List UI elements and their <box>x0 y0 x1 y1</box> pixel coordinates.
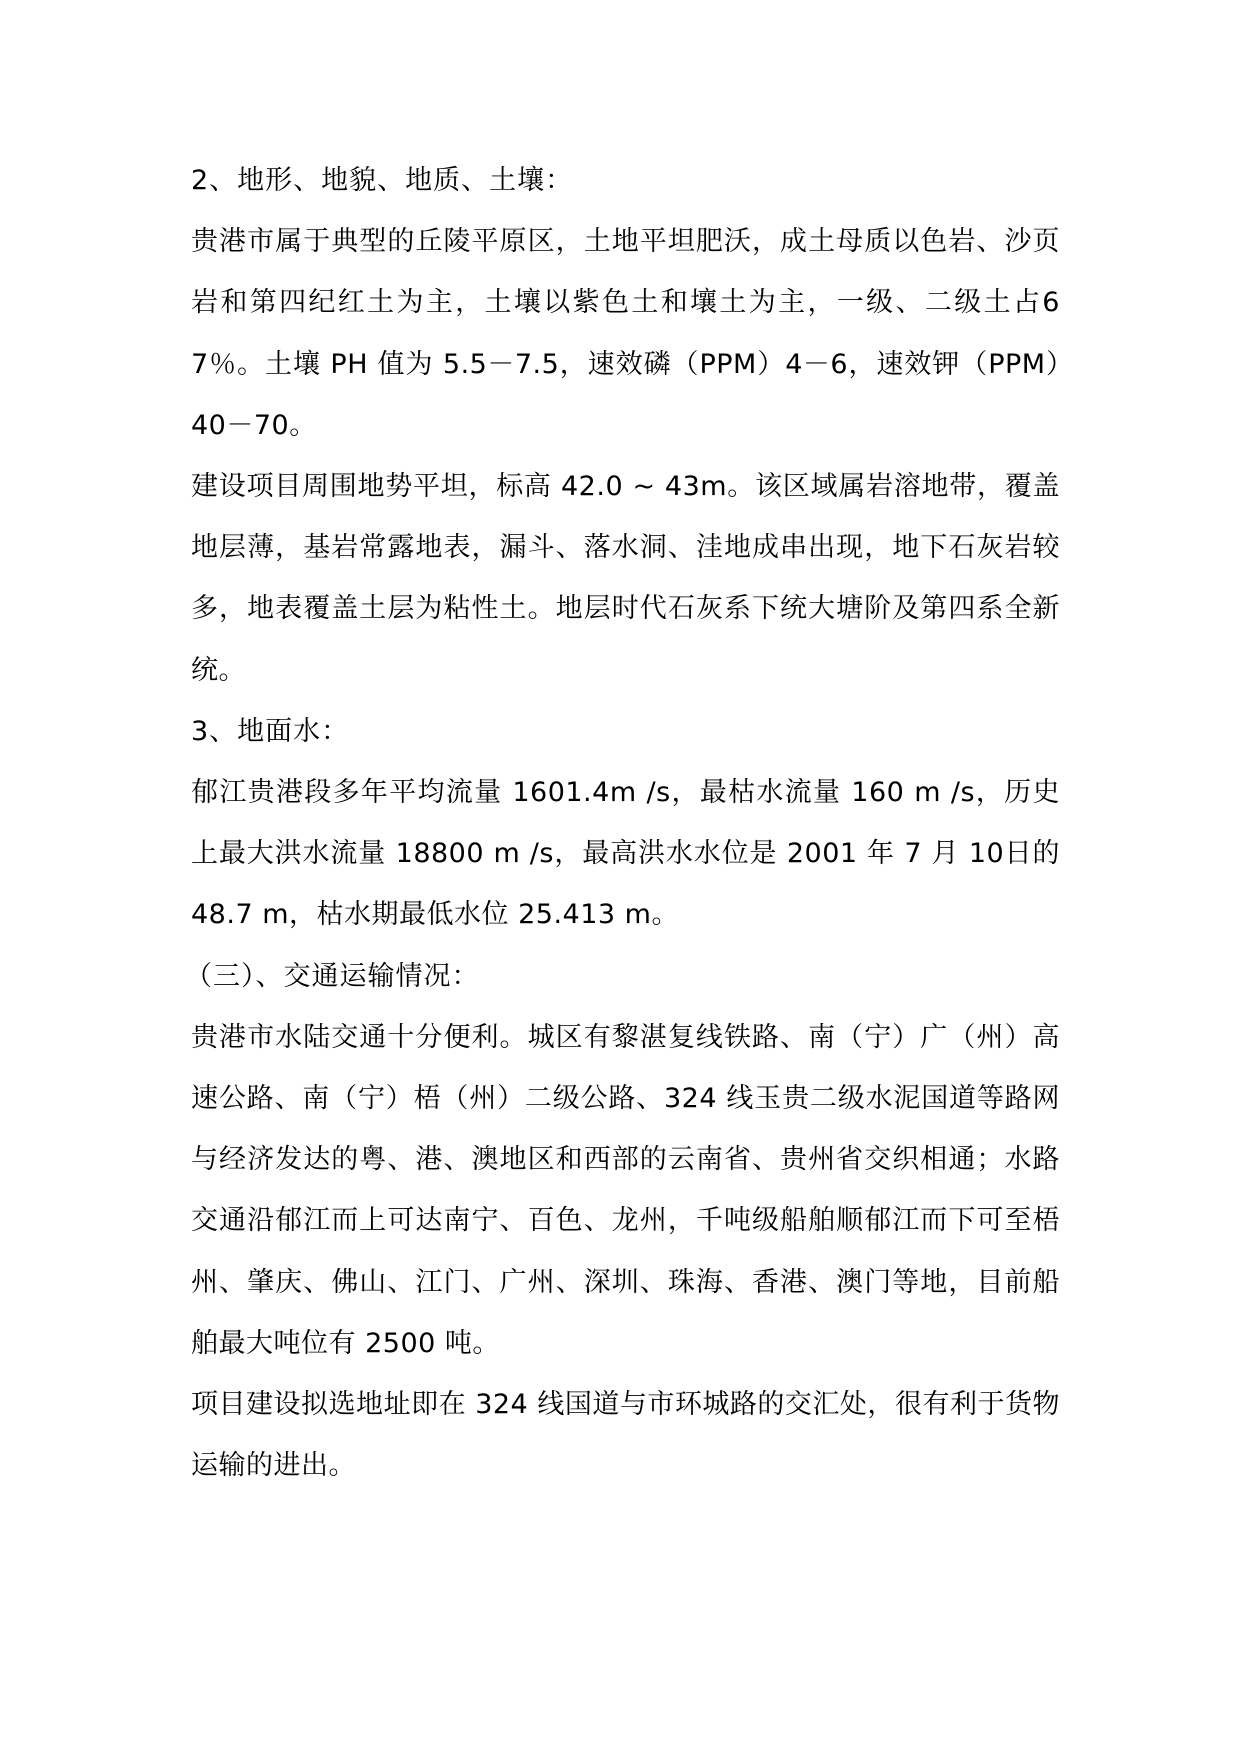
paragraph-soil: 贵港市属于典型的丘陵平原区，土地平坦肥沃，成土母质以色岩、沙页岩和第四纪红土为主，土壤以紫色土和壤土为主，一级、二级土占67％。土壤 PH 值为 5.5－7.5，速效磷（PPM）4－6，速效钾（PPM）40－70。 <box>191 226 1060 441</box>
section-heading-transport: （三）、交通运输情况： <box>185 960 480 992</box>
paragraph-site-location: 项目建设拟选地址即在 324 线国道与市环城路的交汇处，很有利于货物运输的进出。 <box>191 1389 1060 1482</box>
paragraph-river-flow: 郁江贵港段多年平均流量 1601.4m /s，最枯水流量 160 m /s，历史上最大洪水流量 18800 m /s，最高洪水水位是 2001 年 7 月 10日的 48.7 m，枯水期最低水位 25.413 m。 <box>191 777 1060 931</box>
document-body <box>185 150 1060 1496</box>
paragraph-transport-network: 贵港市水陆交通十分便利。城区有黎湛复线铁路、南（宁）广（州）高速公路、南（宁）梧（州）二级公路、324 线玉贵二级水泥国道等路网与经济发达的粤、港、澳地区和西部的云南省、贵州省交织相通；水路交通沿郁江而上可达南宁、百色、龙州，千吨级船舶顺郁江而下可至梧州、肇庆、佛山、江门、广州、深圳、珠海、香港、澳门等地，目前船舶最大吨位有 2500 吨。 <box>191 1021 1060 1359</box>
section-heading-terrain: 2、地形、地貌、地质、土壤： <box>191 165 574 196</box>
paragraph-geology: 建设项目周围地势平坦，标高 42.0 ~ 43m。该区域属岩溶地带，覆盖地层薄，基岩常露地表，漏斗、落水洞、洼地成串出现，地下石灰岩较多，地表覆盖土层为粘性土。地层时代石灰系下统大塘阶及第四系全新统。 <box>191 471 1060 686</box>
section-heading-surface-water: 3、地面水： <box>191 715 350 747</box>
